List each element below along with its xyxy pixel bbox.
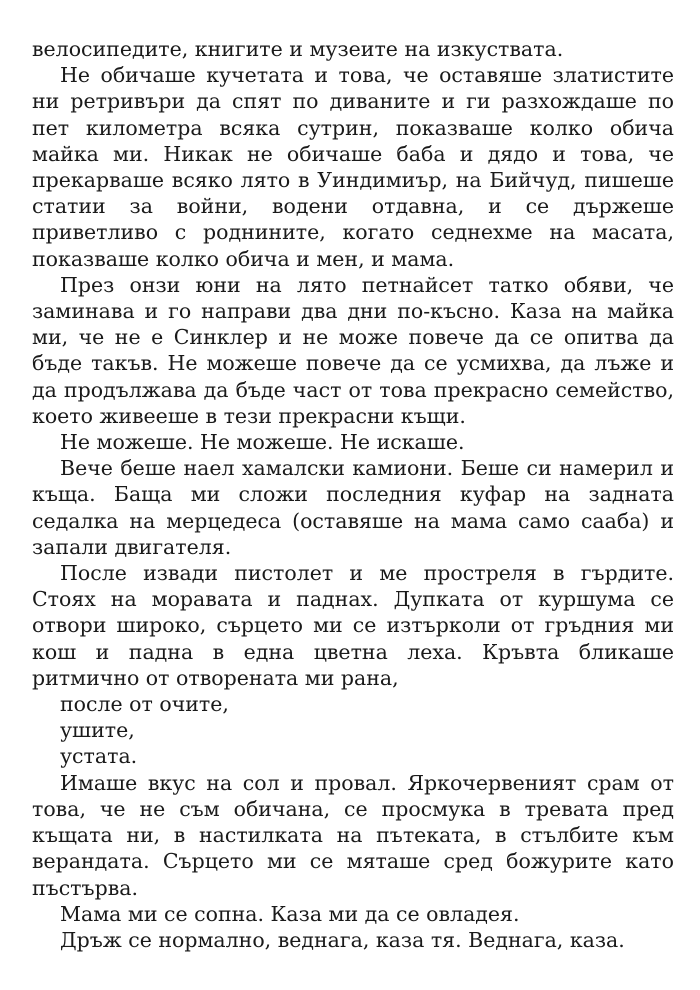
paragraph: Не можеше. Не можеше. Не искаше. <box>60 430 465 455</box>
verse-line: ушите, <box>60 718 135 743</box>
paragraph: Имаше вкус на сол и провал. Яркочервеният срам от това, че не съм обичана, се просмука в тревата пред къщата ни, в настилката на пътеката, в стълбите към верандата. Сърцето ми се мяташе сред божурите като пъстърва. <box>32 770 674 900</box>
verse-line: после от очите, <box>60 692 229 717</box>
paragraph: Дръж се нормално, веднага, каза тя. Веднага, каза. <box>60 927 625 952</box>
paragraph: Не обичаше кучетата и това, че оставяше златистите ни ретривъри да спят по диваните и ги разхождаше по пет километра всяка сутрин, показваше колко обича майка ми. Никак не обичаше баба и дядо и това, че прекарваше всяко лято в Уиндимиър, на Бийчуд, пишеше статии за войни, водени отдавна, и се държеше приветливо с роднините, когато седнехме на масата, показваше колко обича и мен, и мама. <box>32 63 674 271</box>
verse-line: устата. <box>60 744 138 769</box>
paragraph: През онзи юни на лято петнайсет татко обяви, че заминава и го направи два дни по-късно. Каза на майка ми, че не е Синклер и не може повече да се опитва да бъде такъв. Не можеше повече да се усмихва, да лъже и да продължава да бъде част от това прекрасно семейство, което живееше в тези прекрасни къщи. <box>32 272 674 428</box>
paragraph: Вече беше наел хамалски камиони. Беше си намерил и къща. Баща ми сложи последния куфар на задната седалка на мерцедеса (оставяше на мама само сааба) и запали двигателя. <box>32 456 674 559</box>
paragraph: После извади пистолет и ме простреля в гърдите. Стоях на моравата и паднах. Дупката от куршума се отвори широко, сърцето ми се изтърколи от гръдния ми кош и падна в една цветна леха. Кръвта бликаше ритмично от отворената ми рана, <box>32 561 674 690</box>
paragraph-continuation: велосипедите, книгите и музеите на изкуствата. <box>32 37 564 61</box>
paragraph: Мама ми се сопна. Каза ми да се овладея. <box>60 901 520 926</box>
